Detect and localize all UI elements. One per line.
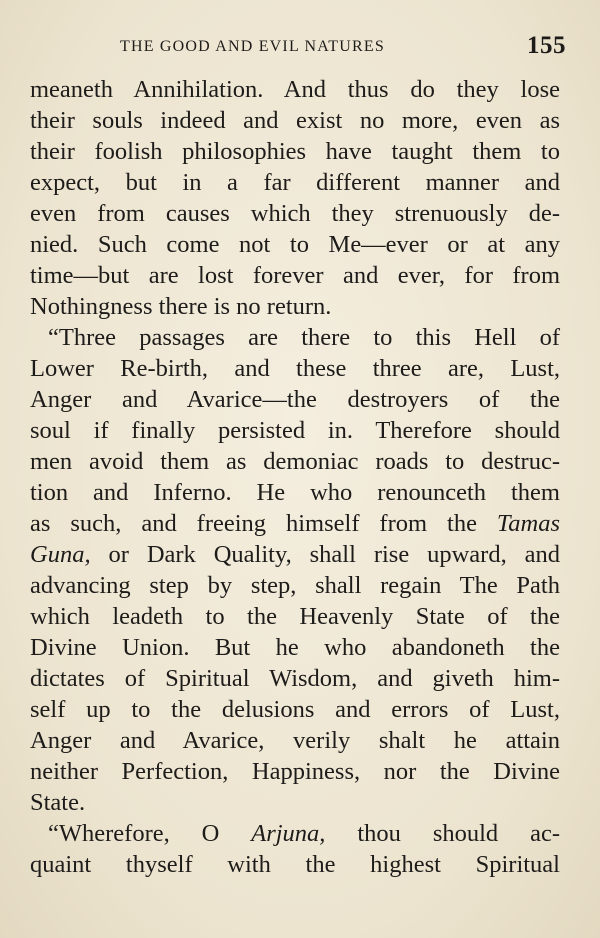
text-line: their foolish philosophies have taught them to: [30, 138, 560, 165]
page-number: 155: [527, 32, 566, 59]
text-line: tion and Inferno. He who renounceth them: [30, 479, 560, 506]
text-line: expect, but in a far different manner and: [30, 169, 560, 196]
text-line: neither Perfection, Happiness, nor the Divine: [30, 758, 560, 785]
text-line: even from causes which they strenuously de-: [30, 200, 560, 227]
text-line: Divine Union. But he who abandoneth the: [30, 634, 560, 661]
text-line: their souls indeed and exist no more, even as: [30, 107, 560, 134]
text-line: men avoid them as demoniac roads to destruc-: [30, 448, 560, 475]
text-line: [30, 539, 560, 570]
text-run: “Wherefore, O: [48, 820, 252, 847]
running-head: [30, 32, 566, 62]
text-line: Lower Re-birth, and these three are, Lust,: [30, 355, 560, 382]
text-line: State.: [30, 789, 86, 816]
italic-term: Tamas: [496, 510, 560, 537]
text-line: meaneth Annihilation. And thus do they lose: [30, 76, 560, 103]
text-run: thou should ac-: [325, 820, 560, 847]
text-line: [30, 508, 560, 539]
text-line: [30, 818, 560, 849]
text-line: quaint thyself with the highest Spiritual: [30, 851, 560, 878]
text-line: which leadeth to the Heavenly State of the: [30, 603, 560, 630]
body-text: [30, 74, 560, 880]
text-line: “Three passages are there to this Hell of: [48, 324, 560, 351]
text-line: Anger and Avarice—the destroyers of the: [30, 386, 560, 413]
text-line: dictates of Spiritual Wisdom, and giveth him-: [30, 665, 560, 692]
text-line: nied. Such come not to Me—ever or at any: [30, 231, 560, 258]
text-run: or Dark Quality, shall rise upward, and: [90, 541, 560, 568]
text-line: time—but are lost forever and ever, for from: [30, 262, 560, 289]
text-line: advancing step by step, shall regain The Path: [30, 572, 560, 599]
italic-term: Guna,: [30, 541, 91, 568]
text-run: as such, and freeing himself from the: [30, 510, 497, 537]
text-line: Anger and Avarice, verily shalt he attain: [30, 727, 560, 754]
text-line: Nothingness there is no return.: [30, 293, 332, 320]
text-line: self up to the delusions and errors of Lust,: [30, 696, 560, 723]
italic-term: Arjuna,: [251, 820, 326, 847]
running-title: THE GOOD AND EVIL NATURES: [120, 38, 385, 55]
text-line: soul if finally persisted in. Therefore should: [30, 417, 560, 444]
